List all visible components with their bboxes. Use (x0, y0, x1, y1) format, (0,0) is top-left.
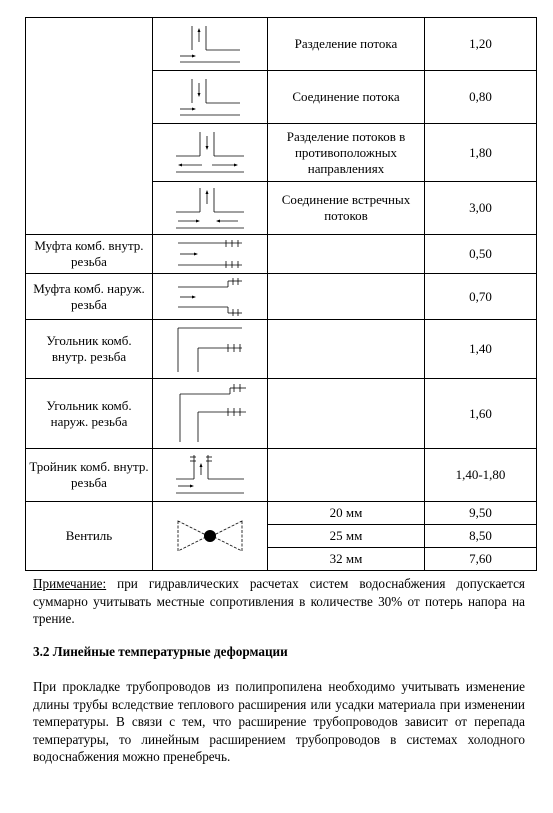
diagram-cell (153, 18, 268, 71)
coefficient-cell: 8,50 (425, 525, 537, 548)
description-cell (268, 274, 425, 320)
coefficient-cell: 0,70 (425, 274, 537, 320)
diagram-cell (153, 182, 268, 235)
valve-size-cell: 25 мм (268, 525, 425, 548)
description-cell (268, 379, 425, 449)
coefficient-cell: 1,80 (425, 124, 537, 182)
table-row (26, 320, 537, 379)
coefficient-cell: 1,40-1,80 (425, 449, 537, 502)
coupling-external-thread-icon (170, 277, 250, 317)
description-cell: Соединение потока (268, 71, 425, 124)
table-row (26, 274, 537, 320)
coefficient-cell: 3,00 (425, 182, 537, 235)
elbow-internal-thread-icon (170, 322, 250, 376)
coefficient-cell: 0,50 (425, 235, 537, 274)
section-paragraph: При прокладке трубопроводов из полипропилена необходимо учитывать изменение длины трубы вследствие теплового расширения или усадки материала при изменении температуры. В связи с тем, что расширение трубопроводов зависит от перепада температуры, то линейным расширением трубопроводов в системах холодного водоснабжения можно пренебречь. (33, 679, 525, 765)
table-row (26, 379, 537, 449)
table-row (26, 502, 537, 525)
coefficient-cell: 9,50 (425, 502, 537, 525)
table-note (33, 575, 525, 628)
diagram-cell (153, 71, 268, 124)
diagram-cell (153, 274, 268, 320)
description-cell (268, 320, 425, 379)
table-row (26, 449, 537, 502)
valve-icon (170, 511, 250, 561)
coupling-internal-thread-icon (170, 237, 250, 271)
coefficient-cell: 1,60 (425, 379, 537, 449)
note-label: Примечание: (33, 576, 107, 591)
diagram-cell (153, 320, 268, 379)
tee-opposite-split-icon (170, 128, 250, 178)
fitting-name-cell: Тройник комб. внутр. резьба (26, 449, 153, 502)
description-cell (268, 235, 425, 274)
tee-counter-join-icon (170, 184, 250, 232)
valve-size-cell: 32 мм (268, 548, 425, 571)
table-row (26, 18, 537, 71)
valve-size-cell: 20 мм (268, 502, 425, 525)
tee-internal-thread-icon (170, 451, 250, 499)
description-cell: Соединение встречных потоков (268, 182, 425, 235)
diagram-cell (153, 379, 268, 449)
diagram-cell (153, 502, 268, 571)
tee-flow-split-icon (170, 20, 250, 68)
fitting-name-cell: Угольник комб. наруж. резьба (26, 379, 153, 449)
coefficient-cell: 7,60 (425, 548, 537, 571)
coefficient-cell: 1,20 (425, 18, 537, 71)
coefficient-cell: 0,80 (425, 71, 537, 124)
elbow-external-thread-icon (170, 382, 250, 446)
note-text: при гидравлических расчетах систем водоснабжения допускается суммарно учитывать местные сопротивления в количестве 30% от потерь напора на трение. (33, 576, 525, 627)
description-cell: Разделение потоков в противоположных направлениях (268, 124, 425, 182)
fitting-name-cell: Вентиль (26, 502, 153, 571)
table-row (26, 235, 537, 274)
description-cell: Разделение потока (268, 18, 425, 71)
description-cell (268, 449, 425, 502)
fitting-name-cell: Угольник комб. внутр. резьба (26, 320, 153, 379)
tee-flow-join-icon (170, 73, 250, 121)
fitting-name-cell (26, 18, 153, 235)
coefficient-cell: 1,40 (425, 320, 537, 379)
fitting-name-cell: Муфта комб. внутр. резьба (26, 235, 153, 274)
diagram-cell (153, 449, 268, 502)
diagram-cell (153, 235, 268, 274)
diagram-cell (153, 124, 268, 182)
local-resistance-table (25, 17, 537, 571)
section-heading: 3.2 Линейные температурные деформации (33, 644, 288, 659)
fitting-name-cell: Муфта комб. наруж. резьба (26, 274, 153, 320)
